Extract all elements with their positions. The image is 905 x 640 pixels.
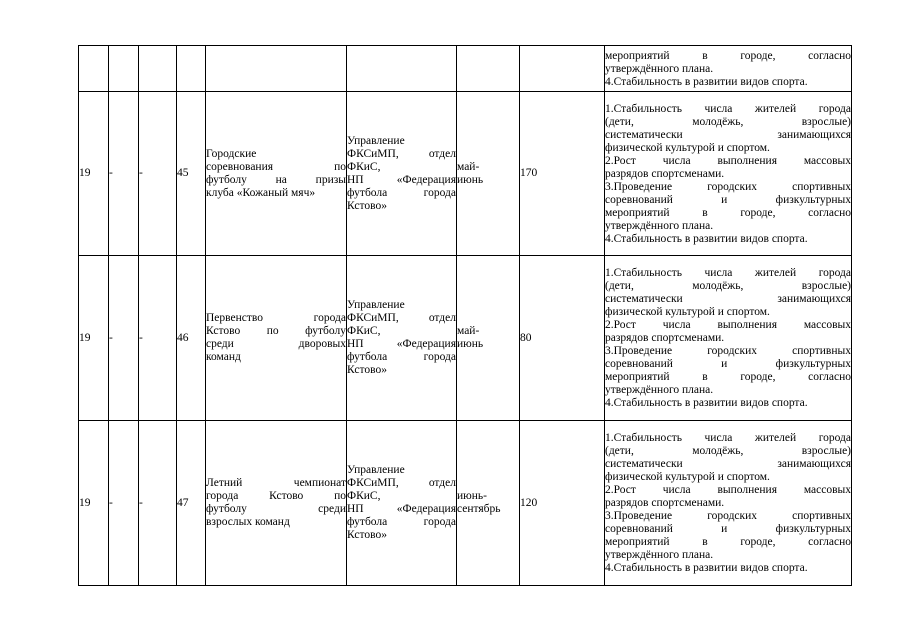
cell-dash: - bbox=[139, 256, 177, 421]
period-line: сентябрь bbox=[457, 503, 501, 515]
text-line: Летний чемпионат bbox=[206, 477, 346, 489]
text-line: разрядов спортсменами. bbox=[605, 167, 725, 180]
text-line: 2.Рост числа выполнения массовых bbox=[605, 319, 851, 331]
cell-dash: - bbox=[109, 256, 139, 421]
cell-empty bbox=[457, 46, 520, 92]
text-line: футболу на призы bbox=[206, 173, 346, 186]
text-line: (дети, молодёжь, взрослые) bbox=[605, 280, 851, 292]
text-line: мероприятий в городе, согласно bbox=[605, 206, 851, 219]
text-line: футбола города bbox=[347, 351, 456, 363]
events-table bbox=[78, 45, 852, 586]
text-line: физической культурой и спортом. bbox=[605, 306, 770, 318]
text-line: ФКСиМП, отдел bbox=[347, 147, 456, 160]
period-line: июнь bbox=[457, 338, 484, 350]
text-line: футбола города bbox=[347, 516, 456, 528]
cell-participants: 80 bbox=[520, 256, 605, 421]
text-line: Управление bbox=[347, 464, 405, 476]
text-line: 4.Стабильность в развитии видов спорта. bbox=[605, 562, 808, 574]
cell-results bbox=[605, 92, 852, 256]
cell-participants: 170 bbox=[520, 92, 605, 256]
table-row bbox=[79, 256, 852, 421]
text-line: 2.Рост числа выполнения массовых bbox=[605, 484, 851, 496]
cell-organizer bbox=[347, 421, 457, 586]
text-line: футболу среди bbox=[206, 503, 346, 515]
cell-period bbox=[457, 421, 520, 586]
text-line: Управление bbox=[347, 299, 405, 311]
text-line: 1.Стабильность числа жителей города bbox=[605, 267, 851, 279]
text-line: 4.Стабильность в развитии видов спорта. bbox=[605, 232, 808, 245]
text-line: Городские bbox=[206, 147, 257, 160]
text-line: НП «Федерация bbox=[347, 338, 456, 350]
text-line: города Кстово по bbox=[206, 490, 346, 502]
cell-results bbox=[605, 256, 852, 421]
text-line: физической культурой и спортом. bbox=[605, 471, 770, 483]
text-line: Кстово» bbox=[347, 199, 387, 212]
cell-empty bbox=[347, 46, 457, 92]
cell-dash: - bbox=[109, 421, 139, 586]
cell-empty bbox=[520, 46, 605, 92]
cell-empty bbox=[109, 46, 139, 92]
text-line: систематически занимающихся bbox=[605, 458, 851, 470]
cell-event-name bbox=[206, 92, 347, 256]
cell-period bbox=[457, 256, 520, 421]
text-line: 2.Рост числа выполнения массовых bbox=[605, 154, 851, 167]
text-line: ФКСиМП, отдел bbox=[347, 312, 456, 324]
text-line: (дети, молодёжь, взрослые) bbox=[605, 115, 851, 128]
cell-event-name bbox=[206, 256, 347, 421]
text-line: физической культурой и спортом. bbox=[605, 141, 770, 154]
cell-section-number: 19 bbox=[79, 421, 109, 586]
text-line: утверждённого плана. bbox=[605, 384, 714, 396]
text-line: ФКиС, bbox=[347, 325, 381, 337]
text-line: взрослых команд bbox=[206, 516, 290, 528]
text-line: НП «Федерация bbox=[347, 173, 456, 186]
period-line: июнь bbox=[457, 173, 484, 186]
text-line: соревнования по bbox=[206, 160, 346, 173]
text-line: систематически занимающихся bbox=[605, 128, 851, 141]
table-row bbox=[79, 421, 852, 586]
text-line: футбола города bbox=[347, 186, 456, 199]
cell-participants: 120 bbox=[520, 421, 605, 586]
text-line: команд bbox=[206, 351, 241, 363]
text-line: ФКСиМП, отдел bbox=[347, 477, 456, 489]
text-line: 1.Стабильность числа жителей города bbox=[605, 432, 851, 444]
text-line: соревнований и физкультурных bbox=[605, 358, 851, 370]
text-line: утверждённого плана. bbox=[605, 549, 714, 561]
cell-dash: - bbox=[109, 92, 139, 256]
cell-section-number: 19 bbox=[79, 256, 109, 421]
text-line: разрядов спортсменами. bbox=[605, 332, 725, 344]
cell-event-name bbox=[206, 421, 347, 586]
cell-empty bbox=[139, 46, 177, 92]
text-line: ФКиС, bbox=[347, 160, 381, 173]
text-line: утверждённого плана. bbox=[605, 62, 714, 75]
cell-results bbox=[605, 421, 852, 586]
period-line: май- bbox=[457, 160, 480, 173]
text-line: Управление bbox=[347, 134, 405, 147]
text-line: 4.Стабильность в развитии видов спорта. bbox=[605, 75, 808, 88]
text-line: утверждённого плана. bbox=[605, 219, 714, 232]
text-line: среди дворовых bbox=[206, 338, 346, 350]
text-line: мероприятий в городе, согласно bbox=[605, 536, 851, 548]
table-row-continued bbox=[79, 46, 852, 92]
cell-organizer bbox=[347, 92, 457, 256]
text-line: мероприятий в городе, согласно bbox=[605, 371, 851, 383]
text-line: (дети, молодёжь, взрослые) bbox=[605, 445, 851, 457]
text-line: соревнований и физкультурных bbox=[605, 523, 851, 535]
text-line: систематически занимающихся bbox=[605, 293, 851, 305]
text-line: мероприятий в городе, согласно bbox=[605, 49, 851, 62]
cell-dash: - bbox=[139, 421, 177, 586]
text-line: Первенство города bbox=[206, 312, 346, 324]
text-line: Кстово» bbox=[347, 529, 387, 541]
cell-event-number: 46 bbox=[177, 256, 206, 421]
cell-organizer bbox=[347, 256, 457, 421]
cell-dash: - bbox=[139, 92, 177, 256]
cell-empty bbox=[206, 46, 347, 92]
cell-period bbox=[457, 92, 520, 256]
cell-empty bbox=[177, 46, 206, 92]
cell-event-number: 45 bbox=[177, 92, 206, 256]
text-line: соревнований и физкультурных bbox=[605, 193, 851, 206]
cell-event-number: 47 bbox=[177, 421, 206, 586]
cell-results bbox=[605, 46, 852, 92]
period-line: май- bbox=[457, 325, 480, 337]
text-line: 3.Проведение городских спортивных bbox=[605, 180, 851, 193]
text-line: НП «Федерация bbox=[347, 503, 456, 515]
period-line: июнь- bbox=[457, 490, 487, 502]
text-line: клуба «Кожаный мяч» bbox=[206, 186, 316, 199]
text-line: 1.Стабильность числа жителей города bbox=[605, 102, 851, 115]
text-line: 3.Проведение городских спортивных bbox=[605, 510, 851, 522]
cell-section-number: 19 bbox=[79, 92, 109, 256]
table-row bbox=[79, 92, 852, 256]
text-line: ФКиС, bbox=[347, 490, 381, 502]
text-line: 3.Проведение городских спортивных bbox=[605, 345, 851, 357]
cell-empty bbox=[79, 46, 109, 92]
text-line: Кстово» bbox=[347, 364, 387, 376]
text-line: 4.Стабильность в развитии видов спорта. bbox=[605, 397, 808, 409]
text-line: разрядов спортсменами. bbox=[605, 497, 725, 509]
text-line: Кстово по футболу bbox=[206, 325, 346, 337]
